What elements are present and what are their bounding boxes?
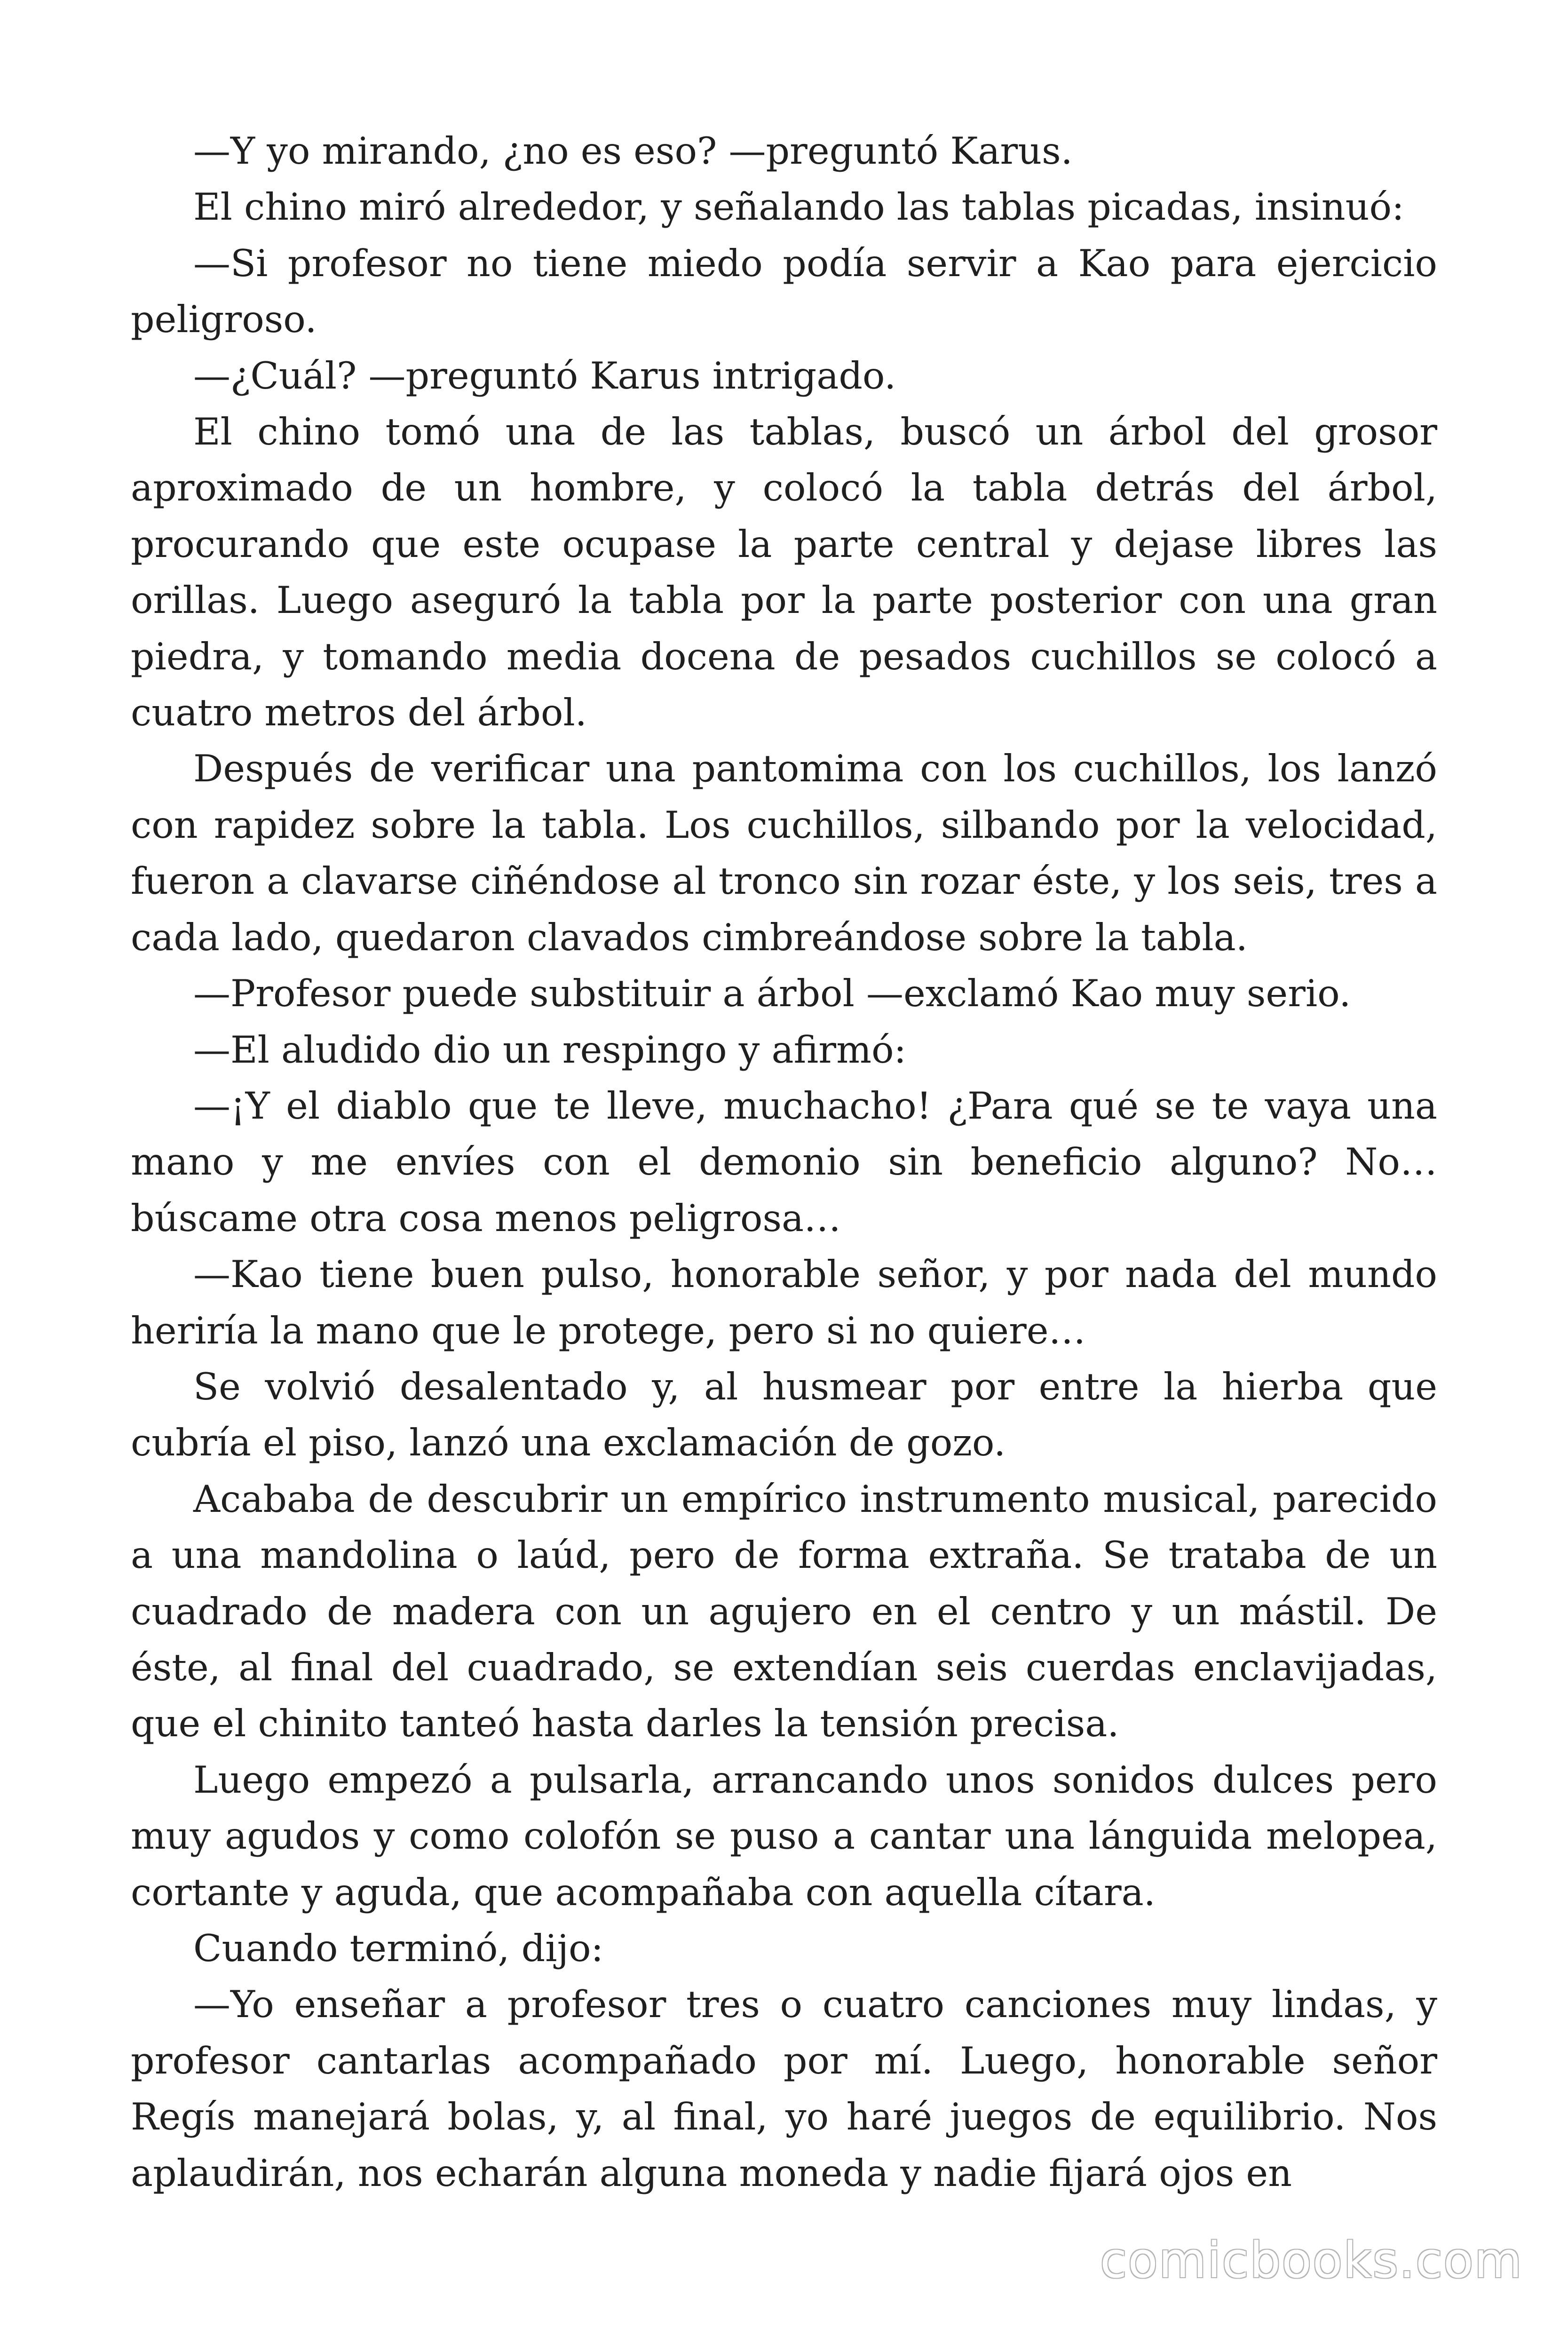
paragraph: Se volvió desalentado y, al husmear por entre la hierba que cubría el piso, lanzó una exclamación de gozo. xyxy=(131,1365,1437,1465)
paragraph: Después de verificar una pantomima con los cuchillos, los lanzó con rapidez sobre la tabla. Los cuchillos, silbando por la velocidad, fueron a clavarse ciñéndose al tronco sin rozar éste, y los seis, tres a cada lado, quedaron clavados cimbreándose sobre la tabla. xyxy=(131,747,1437,959)
paragraph: —Kao tiene buen pulso, honorable señor, y por nada del mundo heriría la mano que le protege, pero si no quiere… xyxy=(131,1253,1437,1352)
paragraph: Luego empezó a pulsarla, arrancando unos sonidos dulces pero muy agudos y como colofón se puso a cantar una lánguida melopea, cortante y aguda, que acompañaba con aquella cítara. xyxy=(131,1758,1437,1914)
paragraph: —Si profesor no tiene miedo podía servir a Kao para ejercicio peligroso. xyxy=(131,241,1437,342)
paragraph: El chino miró alrededor, y señalando las tablas picadas, insinuó: xyxy=(193,185,1404,229)
paragraph: —Profesor puede substituir a árbol —exclamó Kao muy serio. xyxy=(193,972,1351,1016)
watermark: comicbooks.com xyxy=(1100,2232,1523,2289)
paragraph: —¡Y el diablo que te lleve, muchacho! ¿Para qué se te vaya una mano y me envíes con el demonio sin beneficio alguno? No… búscame otra cosa menos peligrosa… xyxy=(131,1084,1437,1240)
paragraph: —Y yo mirando, ¿no es eso? —preguntó Karus. xyxy=(193,129,1073,173)
paragraph: El chino tomó una de las tablas, buscó un árbol del grosor aproximado de un hombre, y colocó la tabla detrás del árbol, procurando que este ocupase la parte central y dejase libres las orillas. Luego aseguró la tabla por la parte posterior con una gran piedra, y tomando media docena de pesados cuchillos se colocó a cuatro metros del árbol. xyxy=(131,410,1437,735)
paragraph: Cuando terminó, dijo: xyxy=(193,1927,604,1970)
paragraph: —Yo enseñar a profesor tres o cuatro canciones muy lindas, y profesor cantarlas acompañado por mí. Luego, honorable señor Regís manejará bolas, y, al final, yo haré juegos de equilibrio. Nos aplaudirán, nos echarán alguna moneda y nadie fijará ojos en xyxy=(131,1983,1437,2195)
paragraph: Acababa de descubrir un empírico instrumento musical, parecido a una mandolina o laúd, pero de forma extraña. Se trataba de un cuadrado de madera con un agujero en el centro y un mástil. De éste, al final del cuadrado, se extendían seis cuerdas enclavijadas, que el chinito tanteó hasta darles la tensión precisa. xyxy=(131,1477,1437,1746)
paragraph: —El aludido dio un respingo y afirmó: xyxy=(193,1028,907,1072)
paragraph: —¿Cuál? —preguntó Karus intrigado. xyxy=(193,354,896,397)
body-text xyxy=(131,123,1437,2201)
